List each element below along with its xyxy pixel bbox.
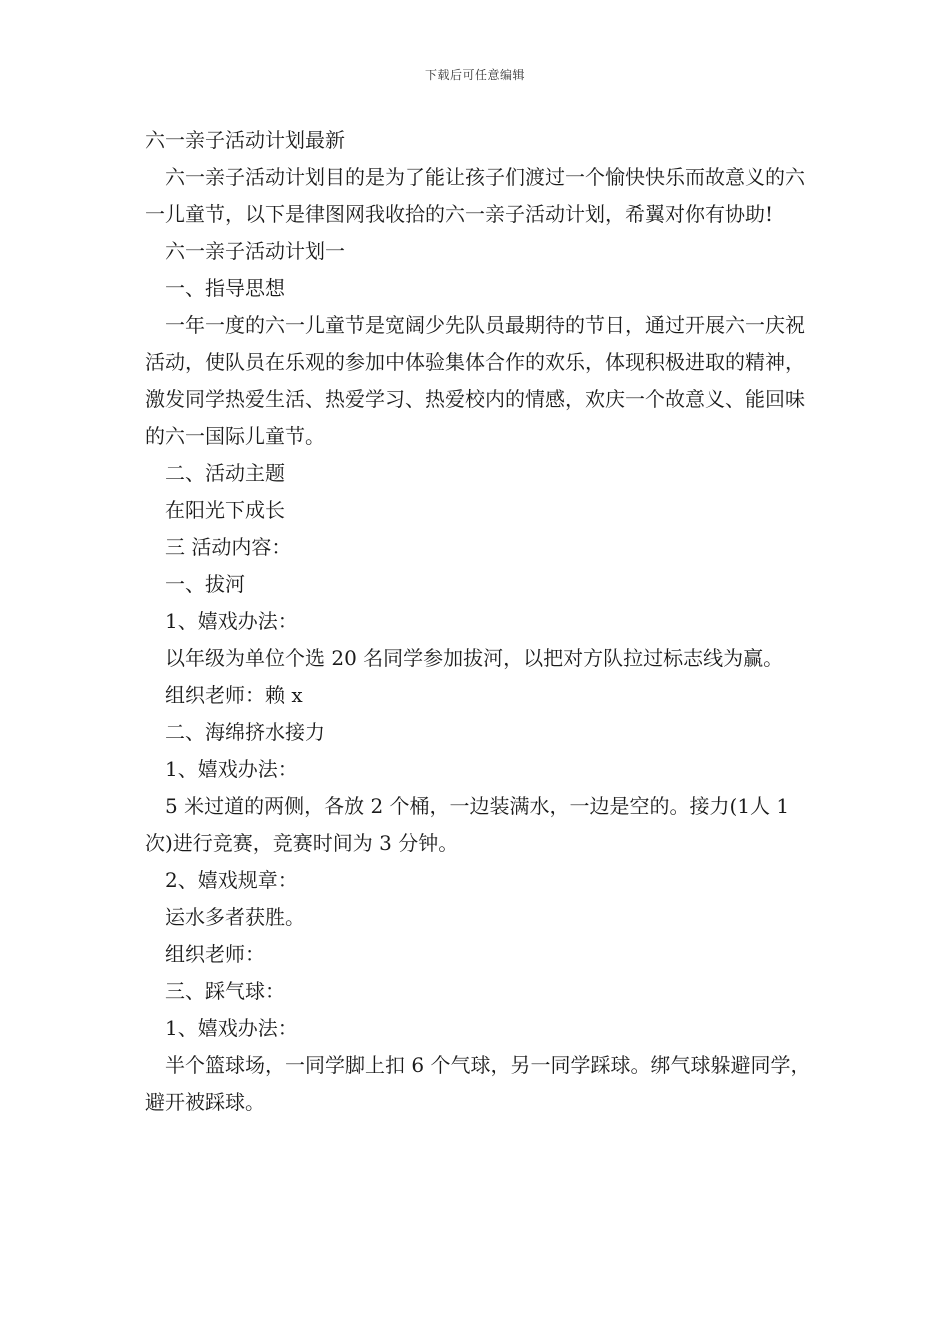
page-header-note: 下载后可任意编辑	[424, 68, 525, 82]
organizer-sponge-relay: 组织老师：	[165, 942, 265, 966]
paragraph-tug-of-war-method: 以年级为单位个选 20 名同学参加拔河，以把对方队拉过标志线为赢。	[165, 646, 784, 670]
intro-paragraph: 六一亲子活动计划目的是为了能让孩子们渡过一个愉快快乐而故意义的六一儿童节，以下是律图网我收拾的六一亲子活动计划，希翼对你有协助!	[145, 165, 805, 226]
heading-sponge-relay: 二、海绵挤水接力	[165, 720, 325, 744]
paragraph-guiding-ideology: 一年一度的六一儿童节是宽阔少先队员最期待的节日，通过开展六一庆祝活动，使队员在乐观的参加中体验集体合作的欢乐，体现积极进取的精神，激发同学热爱生活、热爱学习、热爱校内的情感，欢庆一个故意义、能回味的六一国际儿童节。	[145, 313, 805, 448]
heading-activity-theme: 二、活动主题	[165, 461, 285, 485]
game-rules-text: 运水多者获胜。	[165, 905, 305, 929]
paragraph-balloon-stomp-method: 半个篮球场，一同学脚上扣 6 个气球，另一同学踩球。绑气球躲避同学，避开被踩球。	[145, 1053, 811, 1114]
document-body	[145, 122, 813, 1121]
heading-activity-content: 三 活动内容：	[165, 535, 292, 559]
heading-guiding-ideology: 一、指导思想	[165, 276, 285, 300]
heading-balloon-stomp: 三、踩气球：	[165, 979, 285, 1003]
activity-theme-text: 在阳光下成长	[165, 498, 285, 522]
organizer-tug-of-war: 组织老师：赖 x	[165, 683, 303, 707]
subheading-game-rules: 2、嬉戏规章：	[165, 868, 298, 892]
heading-tug-of-war: 一、拔河	[165, 572, 245, 596]
subheading-game-method: 1、嬉戏办法：	[165, 757, 298, 781]
document-title: 六一亲子活动计划最新	[145, 128, 345, 152]
subheading-game-method: 1、嬉戏办法：	[165, 1016, 298, 1040]
paragraph-sponge-relay-method: 5 米过道的两侧，各放 2 个桶，一边装满水，一边是空的。接力(1人 1 次)进行竞赛，竞赛时间为 3 分钟。	[145, 794, 790, 855]
section-heading-plan-one: 六一亲子活动计划一	[165, 239, 345, 263]
subheading-game-method: 1、嬉戏办法：	[165, 609, 298, 633]
